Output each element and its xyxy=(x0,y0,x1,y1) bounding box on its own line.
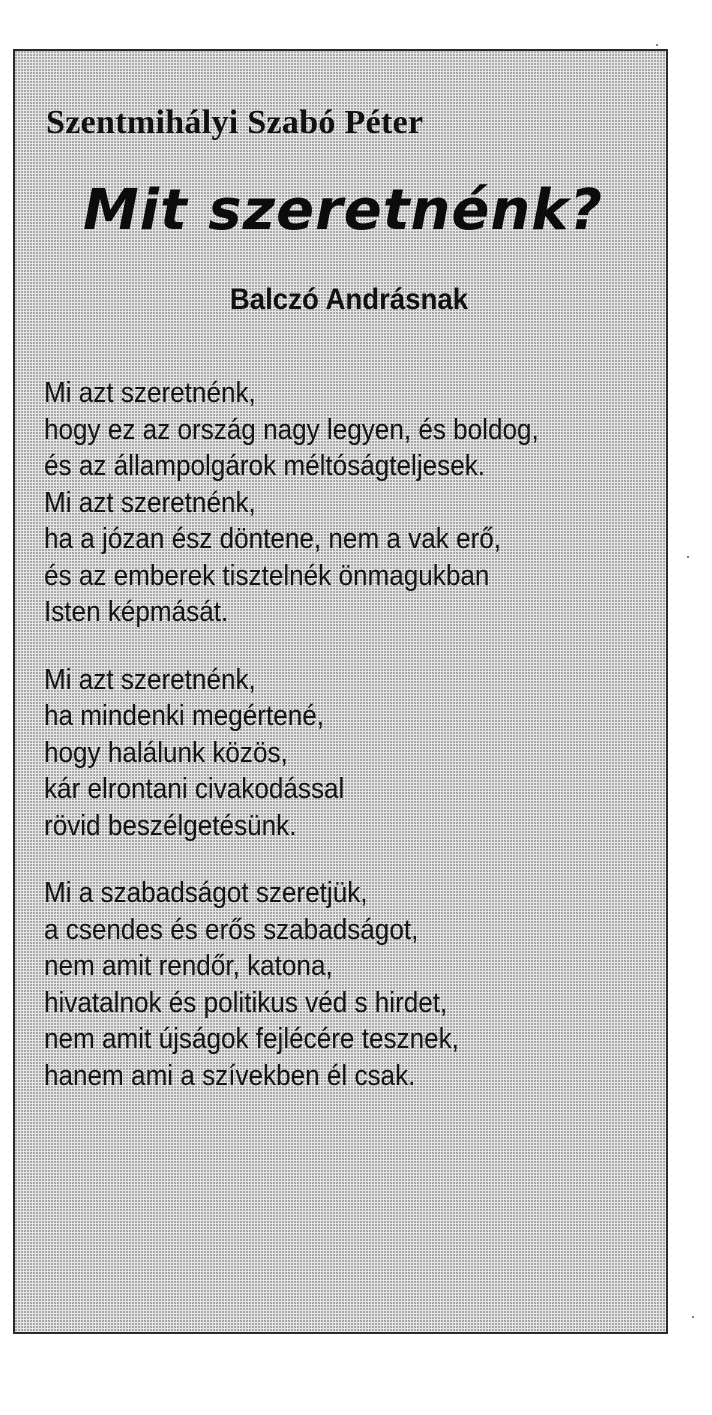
poem-line: nem amit rendőr, katona, xyxy=(44,950,333,982)
scan-speck xyxy=(687,556,689,558)
poem-title: Mit szeretnénk? xyxy=(83,178,603,243)
poem-line: Mi a szabadságot szeretjük, xyxy=(44,877,368,909)
stanza-3 xyxy=(44,875,539,1094)
poem-line: ha a józan ész döntene, nem a vak erő, xyxy=(44,523,502,555)
poem-body xyxy=(44,375,539,1094)
poem-line: hogy ez az ország nagy legyen, és boldog, xyxy=(44,413,539,446)
scan-speck xyxy=(656,44,658,46)
poem-line: hivatalnok és politikus véd s hirdet, xyxy=(44,986,448,1019)
dedication: Balczó Andrásnak xyxy=(229,283,469,316)
poem-line: Mi azt szeretnénk, xyxy=(44,486,256,519)
poem-line: hanem ami a szívekben él csak. xyxy=(44,1059,416,1092)
poem-line: rövid beszélgetésünk. xyxy=(44,809,297,842)
stanza-1 xyxy=(44,375,539,631)
stanza-2 xyxy=(44,662,539,845)
poem-line: hogy halálunk közös, xyxy=(44,736,288,769)
poem-line: Isten képmását. xyxy=(44,596,229,628)
poem-line: és az állampolgárok méltóságteljesek. xyxy=(44,450,486,482)
poem-line: Mi azt szeretnénk, xyxy=(44,663,256,696)
author-name: Szentmihályi Szabó Péter xyxy=(46,104,424,141)
poem-line: nem amit újságok fejlécére tesznek, xyxy=(44,1023,459,1055)
poem-line: ha mindenki megértené, xyxy=(44,700,325,732)
poem-line: a csendes és erős szabadságot, xyxy=(44,913,419,946)
poem-line: Mi azt szeretnénk, xyxy=(44,377,256,409)
poem-line: kár elrontani civakodással xyxy=(44,773,345,805)
scan-speck xyxy=(692,1316,694,1318)
poem-line: és az emberek tisztelnék önmagukban xyxy=(44,559,490,592)
